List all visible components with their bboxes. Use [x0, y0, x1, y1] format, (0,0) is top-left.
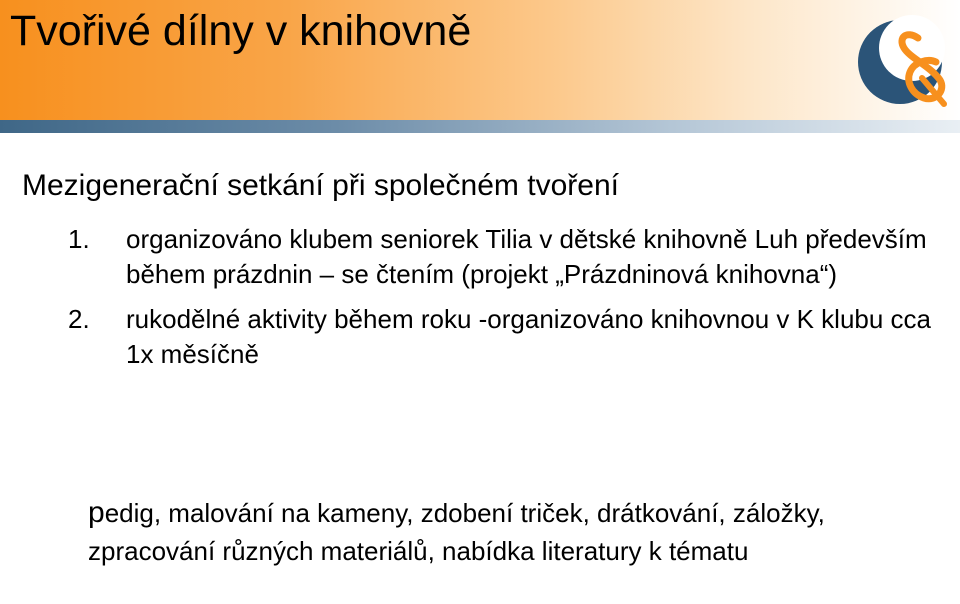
- list-number: 1.: [68, 224, 90, 254]
- activities-text: edig, malování na kameny, zdobení triček, drátkování, záložky, zpracování různých materiálů, nabídka literatury k tématu: [88, 498, 825, 566]
- slide-title: Tvořivé dílny v knihovně: [10, 7, 472, 55]
- list-item: [68, 302, 948, 372]
- list-item-text: organizováno klubem seniorek Tilia v dětské knihovně Luh především během prázdnin – se čtením (projekt „Prázdninová knihovna“): [126, 224, 927, 289]
- list-number: 2.: [68, 304, 90, 334]
- activities-paragraph: [88, 494, 948, 570]
- activities-first-letter: p: [88, 496, 105, 529]
- slide-subtitle: Mezigenerační setkání při společném tvoření: [22, 169, 619, 202]
- title-stripe: [0, 120, 960, 133]
- list-item-text: rukodělné aktivity během roku -organizováno knihovnou v K klubu cca 1x měsíčně: [126, 304, 932, 369]
- ampersand-logo-icon: [848, 8, 952, 108]
- list-item: [68, 222, 948, 292]
- numbered-list: [68, 222, 948, 372]
